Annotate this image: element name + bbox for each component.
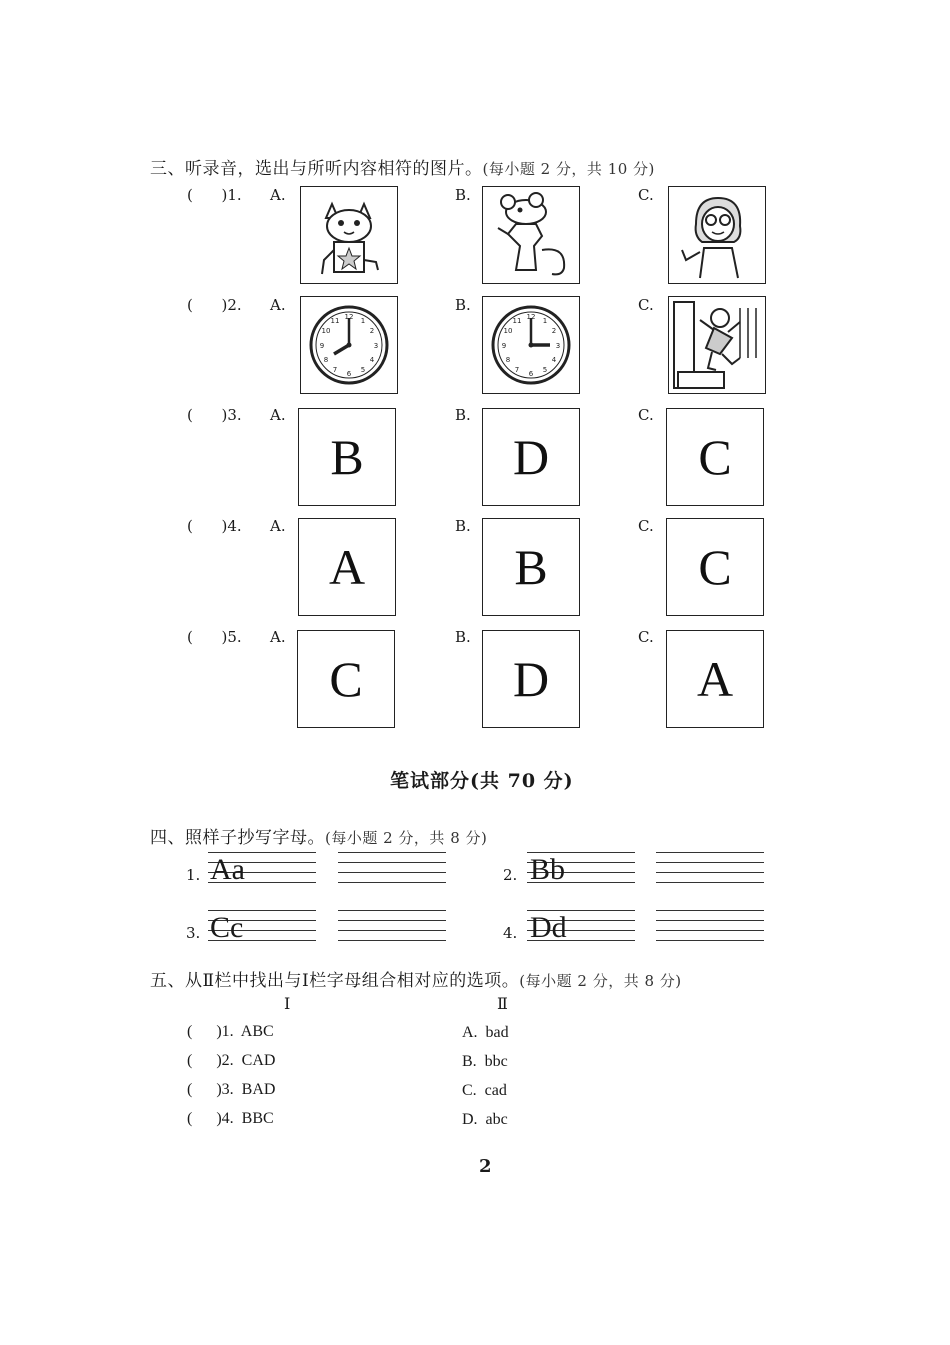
svg-text:1: 1 [542,317,548,325]
section-4-title: 四、照样子抄写字母。(每小题 2 分，共 8 分) [150,828,488,848]
card-letter: C [698,539,732,595]
option-label-c: C. [638,406,654,424]
cat-picture[interactable] [300,186,398,284]
answer-paren[interactable]: ( )1. [187,186,242,204]
svg-text:7: 7 [514,366,520,374]
svg-text:8: 8 [505,356,511,364]
match-option-c: C. cad [462,1082,507,1099]
svg-text:11: 11 [512,317,522,325]
writing-lines[interactable] [338,852,446,892]
sample-letters: Dd [530,911,567,944]
option-label-b: B. [455,628,471,646]
card-letter: B [514,539,548,595]
svg-text:11: 11 [330,317,340,325]
svg-text:4: 4 [551,356,557,364]
writing-lines[interactable] [656,852,764,892]
svg-text:12: 12 [526,313,536,321]
option-label-a: A. [270,406,286,424]
card-letter: D [512,429,550,485]
letter-card-b[interactable] [482,630,580,728]
sample-letters: Aa [210,853,245,886]
sample-letters: Cc [210,911,244,944]
svg-text:2: 2 [369,327,375,335]
svg-text:1: 1 [360,317,366,325]
column-2-header: Ⅱ [497,996,508,1013]
svg-text:5: 5 [360,366,366,374]
written-part-title: 笔试部分(共 70 分) [390,770,574,792]
svg-text:3: 3 [373,342,379,350]
option-label-c: C. [638,186,654,204]
letter-card-c[interactable] [666,630,764,728]
letter-card-c[interactable] [666,518,764,616]
match-item-2[interactable]: ( )2. CAD [187,1052,276,1069]
option-label-c: C. [638,517,654,535]
card-letter: D [512,651,550,707]
option-label-a: A. [270,628,286,646]
card-letter: A [696,651,734,707]
sample-letters: Bb [530,853,566,886]
cat-icon [304,190,394,280]
jumping-boy-picture[interactable] [668,296,766,394]
svg-text:7: 7 [332,366,338,374]
svg-text:9: 9 [319,342,325,350]
svg-text:12: 12 [344,313,354,321]
letter-card-c[interactable] [666,408,764,506]
mouse-icon [486,190,576,280]
answer-paren[interactable]: ( )4. [187,517,242,535]
svg-text:5: 5 [542,366,548,374]
girl-icon [672,190,762,280]
clock-8-picture[interactable] [300,296,398,394]
option-label-c: C. [638,628,654,646]
section-3-title: 三、听录音，选出与所听内容相符的图片。(每小题 2 分，共 10 分) [150,159,655,179]
boy-jumping-icon [670,298,764,392]
option-label-b: B. [455,186,471,204]
column-1-header: Ⅰ [284,996,291,1013]
card-letter: B [330,429,364,485]
option-label-a: A. [270,186,286,204]
svg-text:6: 6 [346,370,352,378]
svg-text:2: 2 [551,327,557,335]
answer-paren[interactable]: ( )3. [187,406,242,424]
answer-paren[interactable]: ( )2. [187,296,242,314]
item-number: 3. [186,924,201,942]
writing-lines[interactable] [656,910,764,950]
letter-card-a[interactable] [298,518,396,616]
clock-3-picture[interactable] [482,296,580,394]
option-label-b: B. [455,406,471,424]
option-label-b: B. [455,517,471,535]
clock-icon [488,302,574,388]
option-label-c: C. [638,296,654,314]
svg-text:6: 6 [528,370,534,378]
writing-lines[interactable] [338,910,446,950]
letter-card-a[interactable] [298,408,396,506]
match-item-3[interactable]: ( )3. BAD [187,1081,276,1098]
girl-picture[interactable] [668,186,766,284]
match-option-a: A. bad [462,1024,509,1041]
item-number: 4. [503,924,518,942]
letter-card-a[interactable] [297,630,395,728]
match-option-b: B. bbc [462,1053,508,1070]
svg-text:4: 4 [369,356,375,364]
item-number: 2. [503,866,518,884]
match-option-d: D. abc [462,1111,508,1128]
match-item-4[interactable]: ( )4. BBC [187,1110,274,1127]
page-number: 2 [479,1156,492,1177]
option-label-b: B. [455,296,471,314]
svg-text:3: 3 [555,342,561,350]
card-letter: C [329,651,363,707]
match-item-1[interactable]: ( )1. ABC [187,1023,274,1040]
item-number: 1. [186,866,201,884]
letter-card-b[interactable] [482,518,580,616]
option-label-a: A. [270,296,286,314]
card-letter: A [328,539,366,595]
svg-text:8: 8 [323,356,329,364]
svg-text:10: 10 [321,327,331,335]
svg-text:9: 9 [501,342,507,350]
svg-text:10: 10 [503,327,513,335]
letter-card-b[interactable] [482,408,580,506]
card-letter: C [698,429,732,485]
clock-icon [306,302,392,388]
option-label-a: A. [270,517,286,535]
answer-paren[interactable]: ( )5. [187,628,242,646]
mouse-picture[interactable] [482,186,580,284]
section-5-title: 五、从Ⅱ栏中找出与Ⅰ栏字母组合相对应的选项。(每小题 2 分，共 8 分) [150,971,682,991]
